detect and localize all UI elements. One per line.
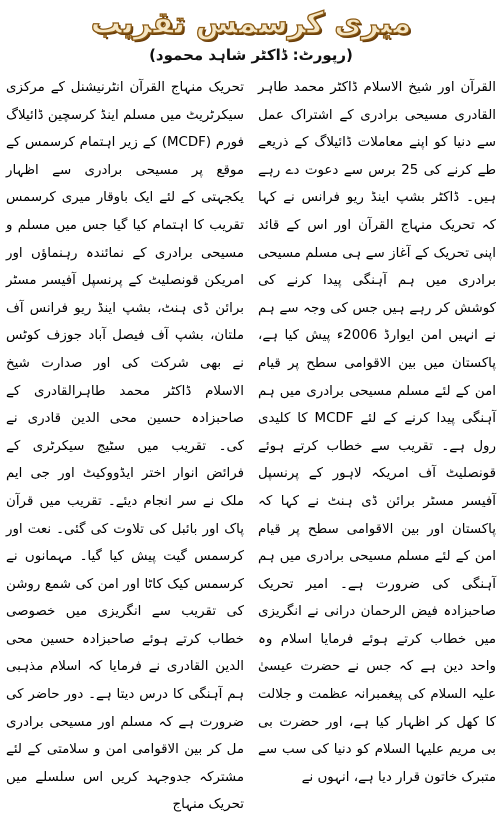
- article-column-left: القرآن اور شیخ الاسلام ڈاکٹر محمد طاہر القادری مسیحی برادری کے اشتراک عمل سے دنیا کو اپنے معاملات ڈائیلاگ کے ذریعے طے کرنے کی 25 برس سے دعوت دے رہے ہیں۔ ڈاکٹر بشپ اینڈ ریو فرانس نے کہا کہ تحریک منہاج القرآن اور اس کے قائد اپنی تحریک کے آغاز سے ہی مسلم مسیحی برادری میں ہم آہنگی پیدا کرنے کی کوشش کر رہے ہیں جس کی وجہ سے ہم نے انہیں امن ایوارڈ 2006ء پیش کیا ہے، پاکستان میں بین الاقوامی سطح پر قیام امن کے لئے مسلم مسیحی برادری میں ہم آہنگی پیدا کرنے کے لئے MCDF کا کلیدی رول ہے۔ تقریب سے خطاب کرتے ہوئے قونصلیٹ آف امریکہ لاہور کے پرنسپل آفیسر مسٹر برائن ڈی ہنٹ نے کہا کہ پاکستان اور بین الاقوامی سطح پر قیام امن کے لئے مسلم مسیحی برادری میں ہم آہنگی کی ضرورت ہے۔ امیر تحریک صاحبزادہ فیض الرحمان درانی نے انگریزی میں خطاب کرتے ہوئے فرمایا اسلام وہ واحد دین ہے کہ جس نے حضرت عیسیٰ علیہ السلام کی پیغمبرانہ عظمت و جلالت کا کھل کر اظہار کیا ہے، اور حضرت بی بی مریم علیہا السلام کو دنیا کی سب سے متبرک خاتون قرار دیا ہے، انہوں نے: [258, 80, 496, 785]
- page-title: میری کرسمس تقریب: [90, 6, 412, 41]
- article-body: [6, 74, 496, 813]
- article-column-right: تحریک منہاج القرآن انٹرنیشنل کے مرکزی سیکرٹریٹ میں مسلم اینڈ کرسچین ڈائیلاگ فورم (MCDF) کے زیر اہتمام کرسمس کے موقع پر مسیحی برادری سے اظہار یکجہتی کے لئے ایک باوقار میری کرسمس تقریب کا اہتمام کیا گیا جس میں مسلم و مسیحی برادری کے نمائندہ رہنماؤں اور امریکن قونصلیٹ کے پرنسپل آفیسر مسٹر برائن ڈی ہنٹ، بشپ اینڈ ریو فرانس آف ملتان، بشپ آف فیصل آباد جوزف کوٹس نے بھی شرکت کی اور صدارت شیخ الاسلام ڈاکٹر محمد طاہرالقادری کے صاحبزادہ حسین محی الدین قادری نے کی۔ تقریب میں سٹیج سیکرٹری کے فرائض انوار اختر ایڈووکیٹ اور جی ایم ملک نے سر انجام دیئے۔ تقریب میں قرآن پاک اور بائبل کی تلاوت کی گئی۔ نعت اور کرسمس گیت پیش کیا گیا۔ مہمانوں نے کرسمس کیک کاٹا اور امن کی شمع روشن کی تقریب سے انگریزی میں خصوصی خطاب کرتے ہوئے صاحبزادہ حسین محی الدین القادری نے فرمایا کہ اسلام مذہبی ہم آہنگی کا درس دیتا ہے۔ دور حاضر کی ضرورت ہے کہ مسلم اور مسیحی برادری مل کر بین الاقوامی امن و سلامتی کے لئے مشترکہ جدوجہد کریں اس سلسلے میں تحریک منہاج: [6, 80, 244, 813]
- report-byline: (رپورٹ: ڈاکٹر شاہد محمود): [149, 46, 353, 64]
